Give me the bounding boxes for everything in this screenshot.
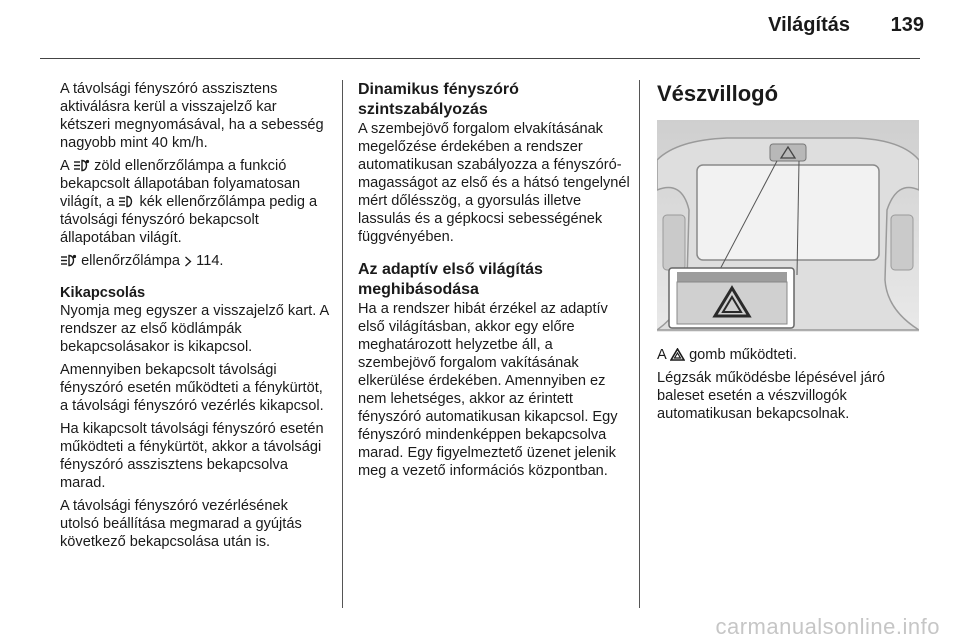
column-1 (60, 80, 330, 556)
high-beam-assist-icon (60, 254, 77, 267)
paragraph: A gomb működteti. (657, 347, 797, 363)
hazard-warning-icon (670, 348, 685, 361)
paragraph: A távolsági fényszóró vezérlésének utolsó beállítása megmarad a gyújtás következő bekapcsolása után is. (60, 498, 302, 550)
heading-dynamic-leveling: Dinamikus fényszóró szintszabályozás (358, 81, 519, 118)
header-rule (40, 58, 920, 59)
section-title: Világítás (768, 14, 850, 36)
high-beam-icon (118, 195, 135, 208)
hazard-button-illustration (657, 120, 919, 332)
subheading-off: Kikapcsolás (60, 285, 146, 301)
paragraph: A zöld ellenőrzőlámpa a funkció bekapcsolt állapotában folyamatosan világít, a kék ellenőrzőlámpa pedig a távolsági fényszóró bekapcsolt állapotában világít. (60, 158, 318, 246)
page-reference-icon (184, 256, 192, 267)
paragraph: A távolsági fényszóró asszisztens aktiválásra kerül a visszajelző kar kétszeri megnyomásával, ha a sebesség nagyobb mint 40 km/h. (60, 81, 324, 151)
page-number: 139 (890, 14, 924, 36)
paragraph: Ha a rendszer hibát érzékel az adaptív első világításban, akkor egy előre meghatározott helyzetbe áll, a szembejövő forgalom vakításának elkerülése érdekében. Amennyiben ez nem lehetséges, akkor az érintett fényszóró automatikusan kikapcsol. Egy fényszóró mindenképpen bekapcsolva marad. Egy figyelmeztető üzenet jelenik meg a vezető információs központban. (358, 301, 618, 479)
paragraph: Amennyiben bekapcsolt távolsági fényszóró esetén működteti a fénykürtöt, a távolsági fényszóró vezérlés kikapcsol. (60, 362, 324, 414)
heading-afl-fault: Az adaptív első világítás meghibásodása (358, 261, 543, 298)
column-3 (657, 80, 919, 428)
paragraph: Nyomja meg egyszer a visszajelző kart. A rendszer az első ködlámpák bekapcsolásakor is kikapcsol. (60, 303, 329, 355)
paragraph: ellenőrzőlámpa 114. (60, 252, 330, 270)
paragraph: A szembejövő forgalom elvakításának megelőzése érdekében a rendszer automatikusan szabályozza a fényszóró-magasságot az első és a hátsó tengelynél mért dőlésszög, a gyorsulás illetve lassulás és a gépkocsi sebességének függvényében. (358, 121, 630, 245)
paragraph: Ha kikapcsolt távolsági fényszóró esetén működteti a fénykürtöt, akkor a távolsági fényszóró asszisztens bekapcsolva marad. (60, 421, 324, 491)
column-2 (358, 80, 630, 485)
high-beam-assist-icon (73, 159, 90, 172)
watermark: carmanualsonline.info (715, 614, 940, 639)
column-divider-2 (639, 80, 640, 608)
heading-hazard-warning: Vészvillogó (657, 81, 779, 106)
paragraph: Légzsák működésbe lépésével járó baleset esetén a vészvillogók automatikusan bekapcsolnak. (657, 370, 885, 422)
column-divider-1 (342, 80, 343, 608)
